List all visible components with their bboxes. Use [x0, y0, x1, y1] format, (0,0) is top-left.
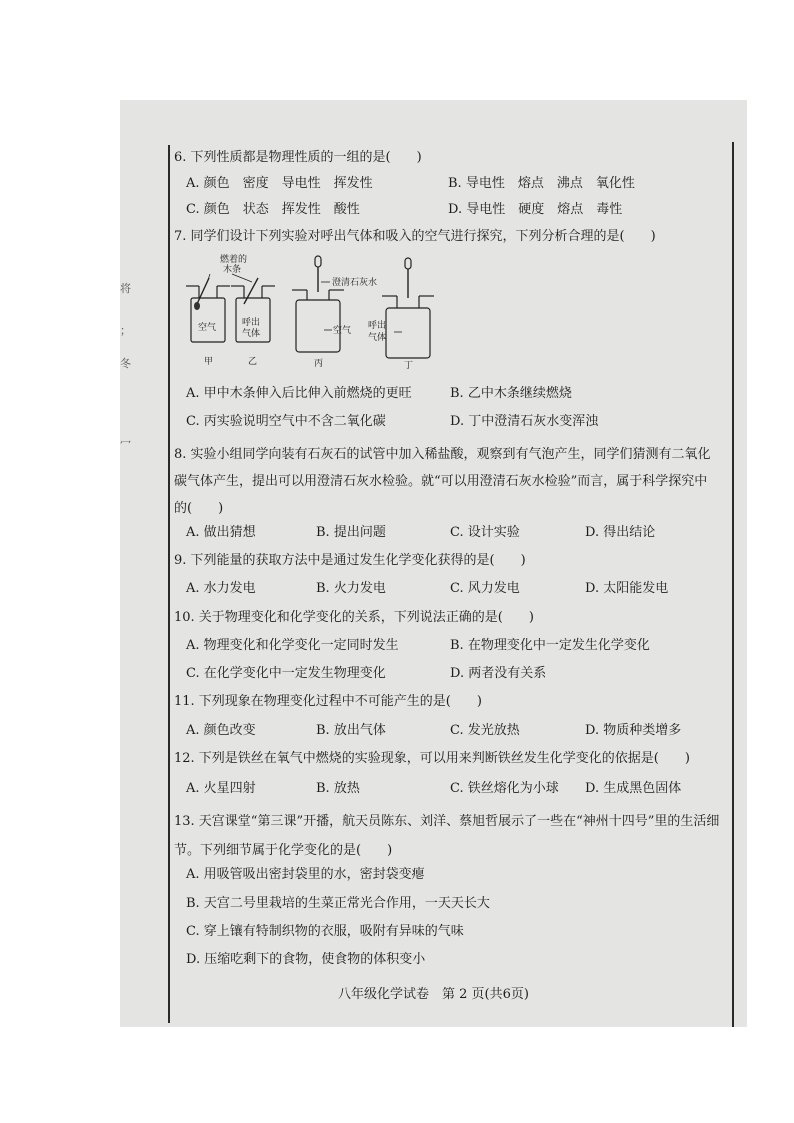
- question-13-stem: 13. 天宫课堂“第三课”开播，航天员陈东、刘洋、蔡旭哲展示了一些在“神州十四号”里的生活细节。下列细节属于化学变化的是( ): [174, 814, 720, 858]
- question-9-option-d[interactable]: D. 太阳能发电: [585, 581, 669, 596]
- binding-line-right: [732, 142, 734, 1027]
- question-13-option-a[interactable]: A. 用吸管吸出密封袋里的水，密封袋变瘪: [186, 867, 425, 882]
- question-6-option-d[interactable]: D. 导电性 硬度 熔点 毒性: [448, 202, 623, 217]
- dropper-icon: [405, 258, 411, 269]
- margin-char: 将: [120, 282, 131, 295]
- label-exhaled-yi-2: 气体: [242, 329, 261, 339]
- label-exhaled-yi-1: 呼出: [242, 318, 261, 328]
- margin-char: 冬: [120, 357, 131, 370]
- question-9-option-c[interactable]: C. 风力发电: [450, 581, 520, 596]
- question-12-option-a[interactable]: A. 火星四射: [186, 781, 256, 796]
- question-7-option-c[interactable]: C. 丙实验说明空气中不含二氧化碳: [186, 414, 386, 429]
- question-12-option-c[interactable]: C. 铁丝熔化为小球: [450, 781, 559, 796]
- question-8-stem: 8. 实验小组同学向装有石灰石的试管中加入稀盐酸，观察到有气泡产生，同学们猜测有二氧化碳气体产生，提出可以用澄清石灰水检验。就“可以用澄清石灰水检验”而言，属于科学探究中的( ): [174, 447, 711, 516]
- label-burning-stick: 燃着的: [220, 255, 248, 265]
- margin-char: 冖: [120, 437, 131, 450]
- question-7-experiment-diagram: [180, 252, 480, 370]
- question-7-stem: 7. 同学们设计下列实验对呼出气体和吸入的空气进行探究，下列分析合理的是( ): [174, 229, 656, 244]
- question-8-option-c[interactable]: C. 设计实验: [450, 525, 520, 540]
- label-exhaled-ding-1: 呼出: [368, 321, 387, 331]
- question-6-option-b[interactable]: B. 导电性 熔点 沸点 氧化性: [448, 176, 635, 191]
- question-7-option-a[interactable]: A. 甲中木条伸入后比伸入前燃烧的更旺: [186, 386, 412, 401]
- label-exhaled-ding-2: 气体: [368, 333, 387, 343]
- question-11-option-c[interactable]: C. 发光放热: [450, 723, 520, 738]
- question-13-option-c[interactable]: C. 穿上镶有特制织物的衣服，吸附有异味的气味: [186, 924, 464, 939]
- question-6-option-a[interactable]: A. 颜色 密度 导电性 挥发性: [186, 176, 373, 191]
- exam-paper-photo: [120, 100, 747, 1027]
- question-12-stem: 12. 下列是铁丝在氧气中燃烧的实验现象，可以用来判断铁丝发生化学变化的依据是( ): [174, 751, 690, 766]
- question-7-option-d[interactable]: D. 丁中澄清石灰水变浑浊: [450, 414, 599, 429]
- question-13-option-b[interactable]: B. 天宫二号里栽培的生菜正常光合作用，一天天长大: [186, 896, 490, 911]
- label-air-jia: 空气: [198, 323, 217, 333]
- question-6-option-c[interactable]: C. 颜色 状态 挥发性 酸性: [186, 202, 360, 217]
- label-jia: 甲: [204, 357, 214, 367]
- question-9-stem: 9. 下列能量的获取方法中是通过发生化学变化获得的是( ): [174, 553, 526, 568]
- label-bing: 丙: [314, 359, 324, 369]
- exam-page-content: [120, 100, 747, 1027]
- question-8-option-b[interactable]: B. 提出问题: [316, 525, 386, 540]
- question-9-option-b[interactable]: B. 火力发电: [316, 581, 386, 596]
- question-8-option-d[interactable]: D. 得出结论: [585, 525, 656, 540]
- question-11-option-b[interactable]: B. 放出气体: [316, 723, 386, 738]
- dropper-icon: [315, 256, 321, 267]
- question-8-option-a[interactable]: A. 做出猜想: [186, 525, 256, 540]
- label-air-bing: 空气: [333, 326, 352, 336]
- question-10-option-d[interactable]: D. 两者没有关系: [450, 666, 547, 681]
- question-12-option-b[interactable]: B. 放热: [316, 781, 360, 796]
- binding-line-left: [168, 145, 170, 1023]
- question-10-option-c[interactable]: C. 在化学变化中一定发生物理变化: [186, 666, 386, 681]
- question-11-option-a[interactable]: A. 颜色改变: [186, 723, 256, 738]
- label-limewater: 澄清石灰水: [332, 278, 378, 288]
- question-11-option-d[interactable]: D. 物质种类增多: [585, 723, 682, 738]
- question-7-option-b[interactable]: B. 乙中木条继续燃烧: [450, 386, 572, 401]
- page-footer: 八年级化学试卷 第 2 页(共6页): [338, 987, 529, 1002]
- question-9-option-a[interactable]: A. 水力发电: [186, 581, 256, 596]
- label-burning-stick-2: 木条: [223, 265, 242, 275]
- question-10-option-a[interactable]: A. 物理变化和化学变化一定同时发生: [186, 638, 399, 653]
- margin-char: ；: [120, 324, 131, 337]
- question-10-option-b[interactable]: B. 在物理变化中一定发生化学变化: [450, 638, 650, 653]
- question-11-stem: 11. 下列现象在物理变化过程中不可能产生的是( ): [174, 694, 482, 709]
- question-6-stem: 6. 下列性质都是物理性质的一组的是( ): [174, 150, 422, 165]
- question-12-option-d[interactable]: D. 生成黑色固体: [585, 781, 682, 796]
- label-ding: 丁: [404, 361, 414, 370]
- label-yi: 乙: [248, 357, 258, 367]
- question-10-stem: 10. 关于物理变化和化学变化的关系，下列说法正确的是( ): [174, 610, 534, 625]
- question-13-option-d[interactable]: D. 压缩吃剩下的食物，使食物的体积变小: [186, 952, 426, 967]
